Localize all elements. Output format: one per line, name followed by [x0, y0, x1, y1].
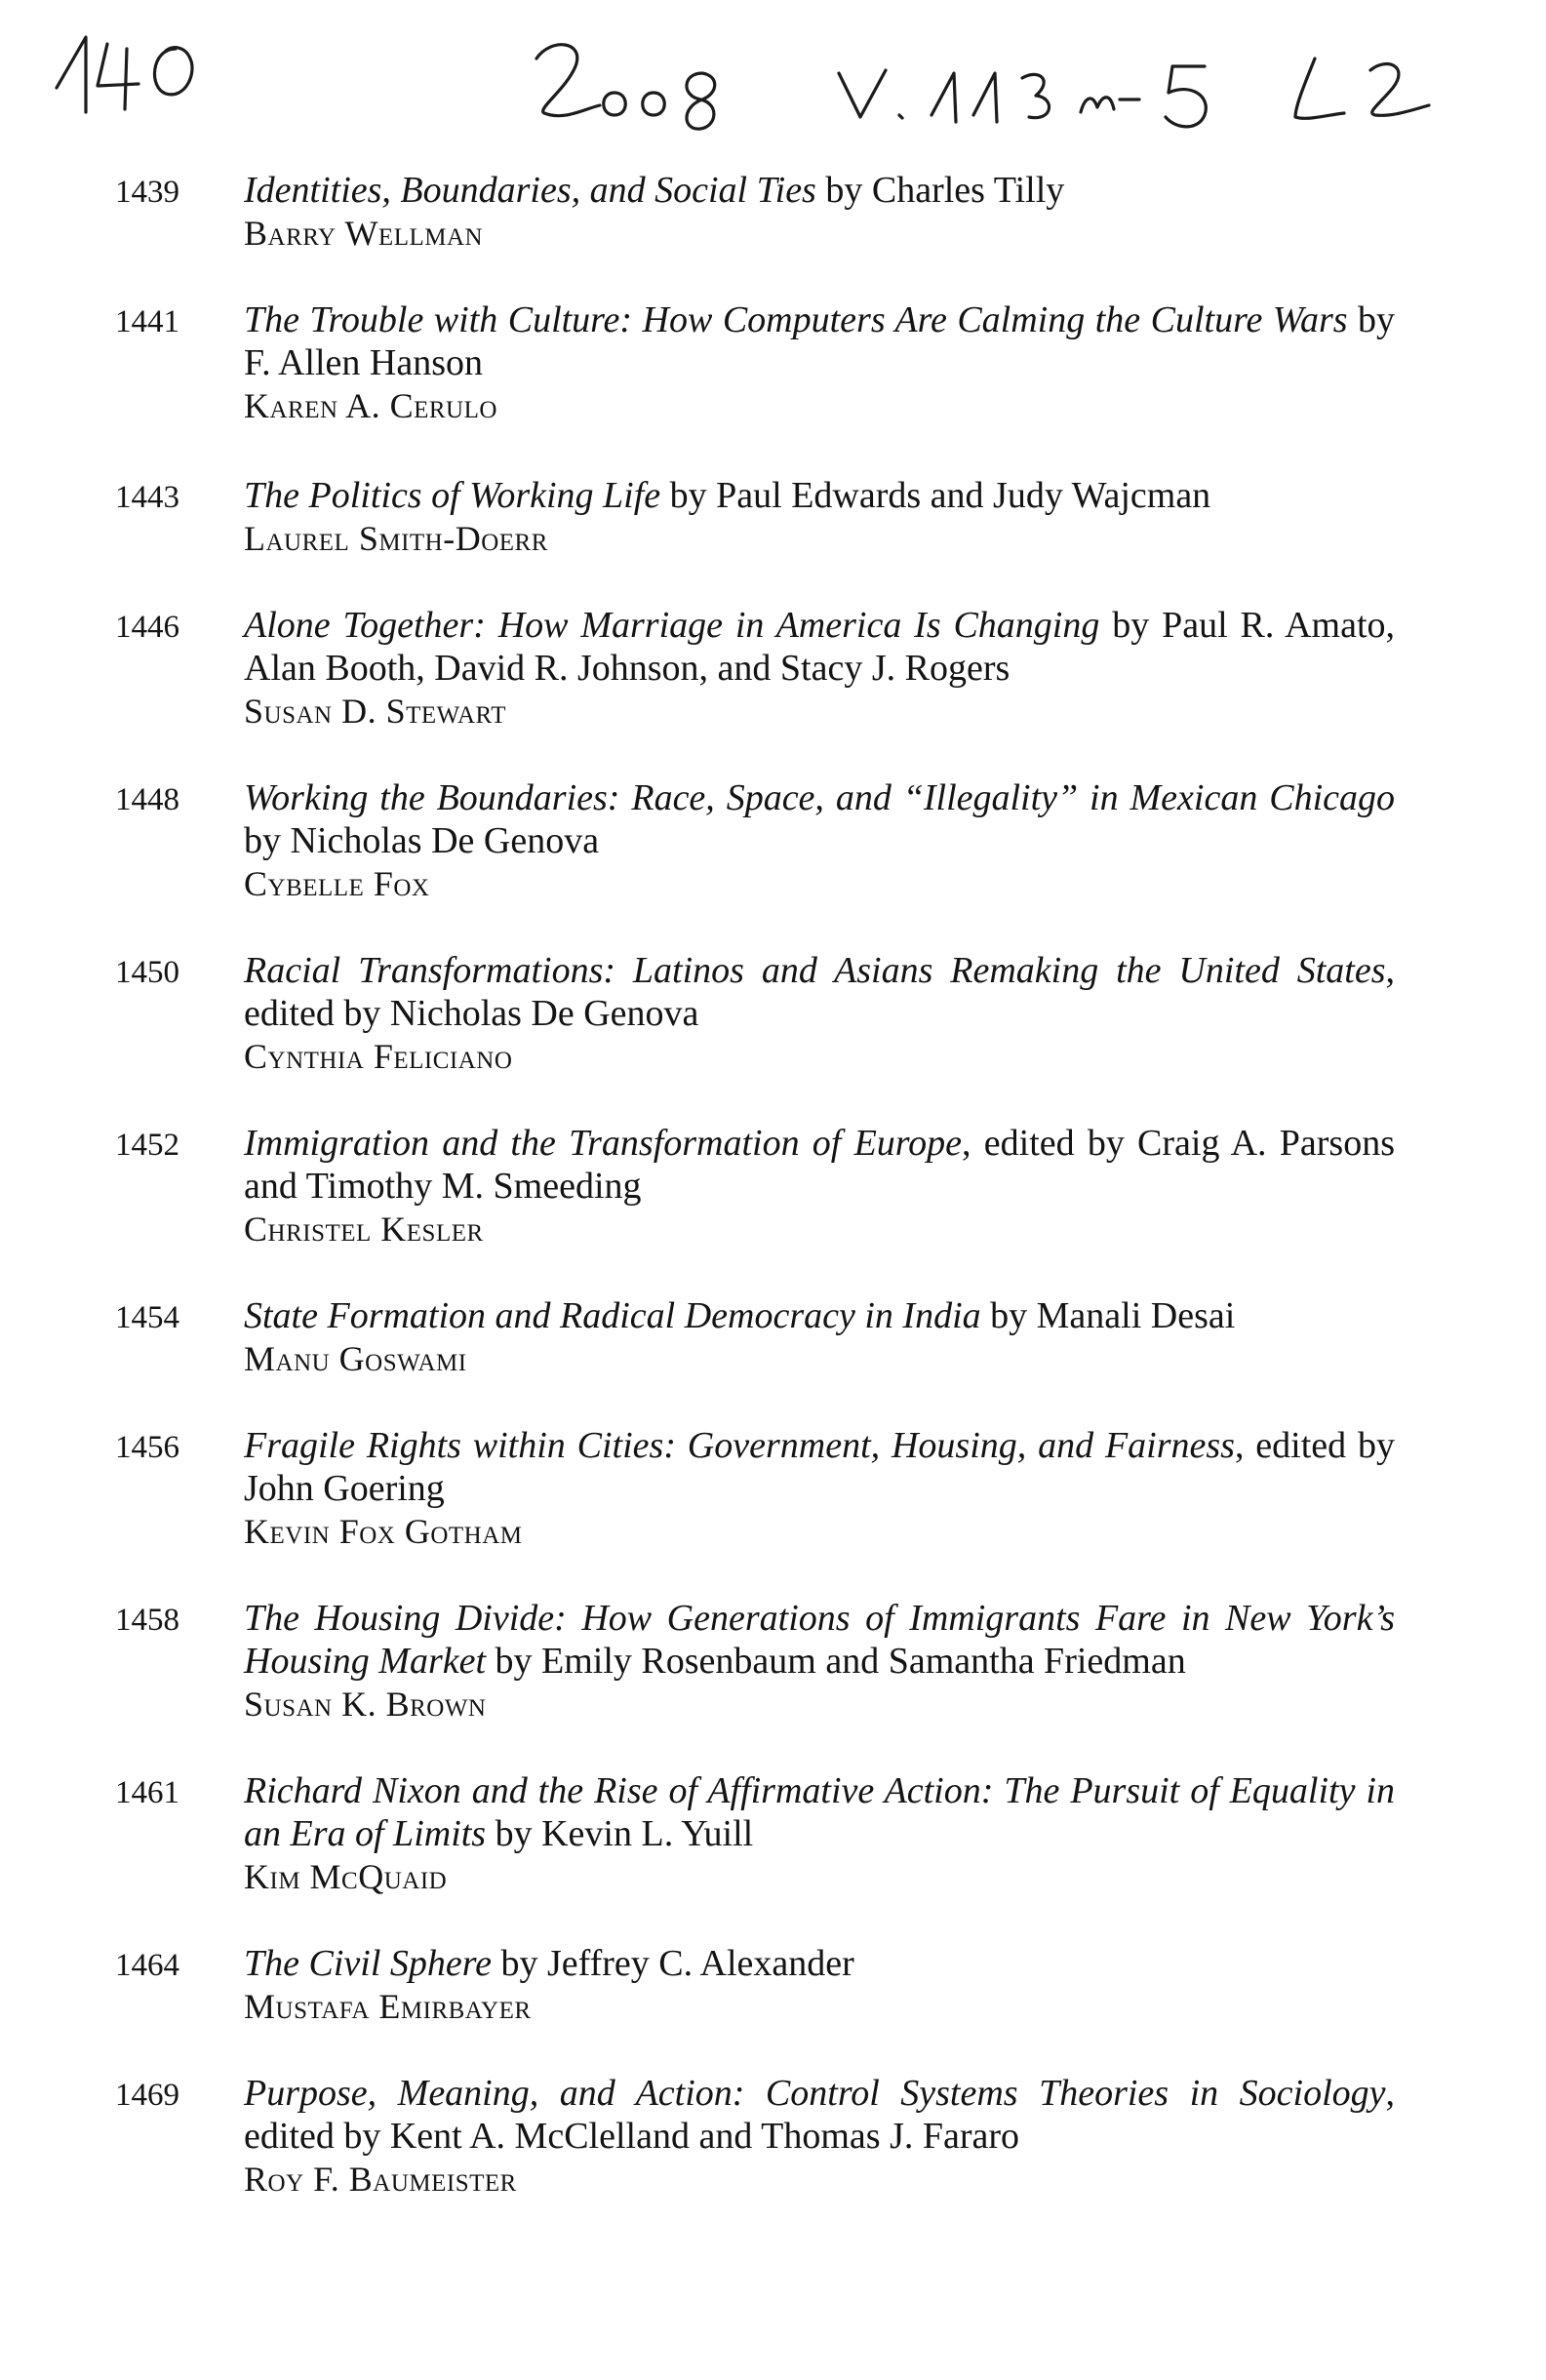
review-entry	[115, 474, 1442, 560]
reviewer-name: Cybelle Fox	[244, 864, 430, 903]
review-list	[115, 161, 1442, 2201]
review-entry	[115, 298, 1442, 427]
review-entry	[115, 1597, 1442, 1726]
entry-body	[244, 169, 1395, 255]
book-author: by Kevin L. Yuill	[486, 1813, 754, 1854]
entry-page-number: 1469	[115, 2078, 179, 2113]
entry-page-number: 1450	[115, 955, 179, 990]
entry-page-number: 1458	[115, 1603, 179, 1638]
review-entry	[115, 1769, 1442, 1898]
entry-page-number: 1461	[115, 1775, 179, 1810]
entry-page-number: 1448	[115, 782, 179, 817]
book-author: , edited by Nicholas De Genova	[244, 950, 1395, 1034]
book-author: by Nicholas De Genova	[244, 820, 600, 861]
book-title: Alone Together: How Marriage in America Is Changing	[244, 605, 1100, 646]
book-title: Purpose, Meaning, and Action: Control Systems Theories in Sociology	[244, 2073, 1386, 2114]
entry-body	[244, 1424, 1395, 1553]
reviewer-name: Cynthia Feliciano	[244, 1037, 513, 1076]
entry-body	[244, 1122, 1395, 1250]
review-entry	[115, 776, 1442, 905]
entry-body	[244, 1942, 1395, 2028]
book-title: Immigration and the Transformation of Europe	[244, 1123, 963, 1164]
entry-page-number: 1456	[115, 1430, 179, 1465]
book-author: by Paul R. Amato, Alan Booth, David R. Johnson, and Stacy J. Rogers	[244, 605, 1396, 689]
entry-body	[244, 1294, 1395, 1380]
entry-page-number: 1446	[115, 610, 179, 645]
entry-body	[244, 474, 1395, 560]
reviewer-name: Susan D. Stewart	[244, 692, 506, 731]
review-entry	[115, 2072, 1442, 2201]
entry-page-number: 1464	[115, 1948, 179, 1983]
reviewer-name: Mustafa Emirbayer	[244, 1987, 532, 2026]
reviewer-name: Manu Goswami	[244, 1339, 467, 1378]
book-author: by Jeffrey C. Alexander	[492, 1943, 854, 1984]
entry-body	[244, 949, 1395, 1078]
book-title: Richard Nixon and the Rise of Affirmative Action: The Pursuit of Equality in an Era of Limits	[244, 1770, 1395, 1854]
book-author: , edited by Kent A. McClelland and Thomas J. Fararo	[244, 2073, 1395, 2157]
book-author: by Emily Rosenbaum and Samantha Friedman	[486, 1641, 1186, 1682]
book-author: by F. Allen Hanson	[244, 299, 1396, 383]
book-author: by Paul Edwards and Judy Wajcman	[660, 475, 1211, 516]
review-entry	[115, 949, 1442, 1078]
review-entry	[115, 1122, 1442, 1250]
entry-page-number: 1454	[115, 1300, 179, 1335]
reviewer-name: Kevin Fox Gotham	[244, 1512, 523, 1551]
reviewer-name: Roy F. Baumeister	[244, 2160, 517, 2199]
entry-body	[244, 1769, 1395, 1898]
entry-body	[244, 298, 1395, 427]
reviewer-name: Kim McQuaid	[244, 1857, 448, 1896]
handwritten-note	[29, 20, 1453, 151]
book-title: The Politics of Working Life	[244, 475, 661, 516]
entry-body	[244, 776, 1395, 905]
book-title: The Civil Sphere	[244, 1943, 492, 1984]
book-title: State Formation and Radical Democracy in India	[244, 1295, 981, 1336]
book-title: Fragile Rights within Cities: Government, Housing, and Fairness	[244, 1425, 1235, 1466]
book-author: , edited by Craig A. Parsons and Timothy M. Smeeding	[244, 1123, 1395, 1207]
entry-body	[244, 1597, 1395, 1726]
book-author: by Charles Tilly	[815, 170, 1065, 211]
book-author: , edited by John Goering	[244, 1425, 1396, 1509]
reviewer-name: Christel Kesler	[244, 1210, 484, 1249]
review-entry	[115, 1942, 1442, 2028]
book-author: by Manali Desai	[980, 1295, 1236, 1336]
entry-page-number: 1452	[115, 1128, 179, 1163]
reviewer-name: Barry Wellman	[244, 214, 484, 253]
reviewer-name: Susan K. Brown	[244, 1685, 487, 1724]
book-title: Identities, Boundaries, and Social Ties	[244, 170, 816, 211]
review-entry	[115, 1294, 1442, 1380]
entry-page-number: 1443	[115, 480, 179, 515]
reviewer-name: Laurel Smith-Doerr	[244, 519, 548, 558]
review-entry	[115, 604, 1442, 733]
reviewer-name: Karen A. Cerulo	[244, 386, 497, 425]
book-title: The Trouble with Culture: How Computers Are Calming the Culture Wars	[244, 299, 1348, 340]
book-title: Racial Transformations: Latinos and Asians Remaking the United States	[244, 950, 1386, 991]
review-entry	[115, 169, 1442, 255]
entry-body	[244, 604, 1395, 733]
entry-page-number: 1439	[115, 175, 179, 210]
book-title: The Housing Divide: How Generations of Immigrants Fare in New York’s Housing Market	[244, 1598, 1395, 1682]
book-title: Working the Boundaries: Race, Space, and “Illegality” in Mexican Chicago	[244, 777, 1395, 818]
entry-page-number: 1441	[115, 304, 179, 339]
entry-body	[244, 2072, 1395, 2201]
review-entry	[115, 1424, 1442, 1553]
